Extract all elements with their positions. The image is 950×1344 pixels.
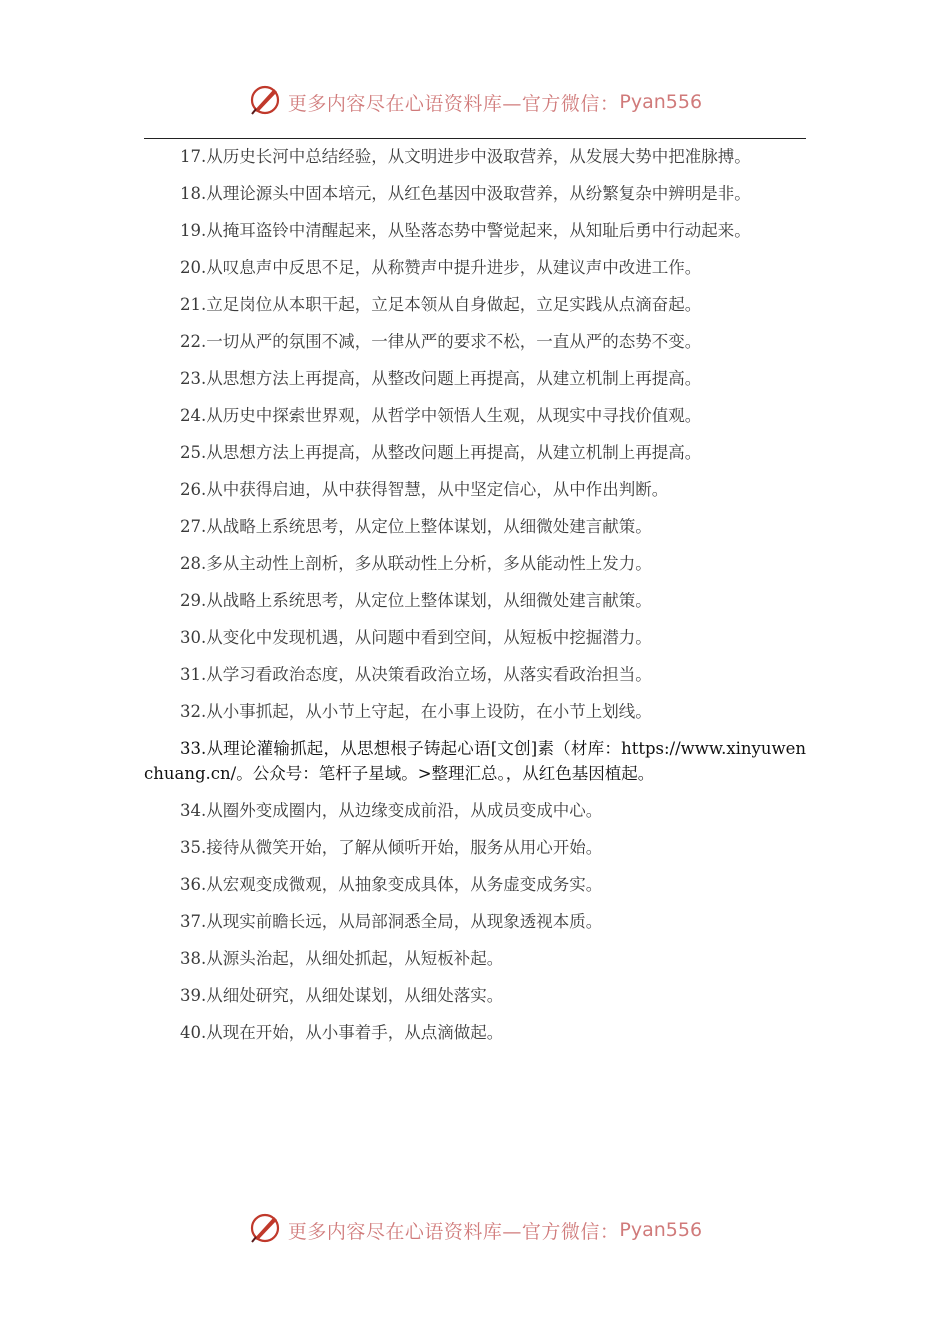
banner-handle: Pyan556 bbox=[619, 91, 703, 113]
list-item: 40.从现在开始，从小事着手，从点滴做起。 bbox=[180, 1023, 504, 1042]
header-rule bbox=[144, 138, 806, 139]
list-item: 27.从战略上系统思考，从定位上整体谋划，从细微处建言献策。 bbox=[180, 517, 652, 536]
list-item: 28.多从主动性上剖析，多从联动性上分析，多从能动性上发力。 bbox=[180, 554, 652, 573]
list-item: 29.从战略上系统思考，从定位上整体谋划，从细微处建言献策。 bbox=[180, 591, 652, 610]
document-body bbox=[144, 144, 806, 1057]
list-item: 21.立足岗位从本职干起，立足本领从自身做起，立足实践从点滴奋起。 bbox=[180, 295, 702, 314]
list-item: 25.从思想方法上再提高，从整改问题上再提高，从建立机制上再提高。 bbox=[180, 443, 702, 462]
list-item: 39.从细处研究，从细处谋划，从细处落实。 bbox=[180, 986, 504, 1005]
banner-text: 更多内容尽在心语资料库—官方微信： bbox=[287, 92, 620, 115]
footer-banner bbox=[0, 1210, 950, 1250]
list-item: 37.从现实前瞻长远，从局部洞悉全局，从现象透视本质。 bbox=[180, 912, 603, 931]
list-item: 19.从掩耳盗铃中清醒起来，从坠落态势中警觉起来，从知耻后勇中行动起来。 bbox=[180, 221, 751, 240]
header-banner bbox=[0, 82, 950, 122]
banner-text: 更多内容尽在心语资料库—官方微信： bbox=[287, 1220, 620, 1243]
list-item: 18.从理论源头中固本培元，从红色基因中汲取营养，从纷繁复杂中辨明是非。 bbox=[180, 184, 751, 203]
list-item: 30.从变化中发现机遇，从问题中看到空间，从短板中挖掘潜力。 bbox=[180, 628, 652, 647]
list-item: 35.接待从微笑开始，了解从倾听开始，服务从用心开始。 bbox=[180, 838, 603, 857]
list-item: 26.从中获得启迪，从中获得智慧，从中坚定信心，从中作出判断。 bbox=[180, 480, 669, 499]
list-item: 31.从学习看政治态度，从决策看政治立场，从落实看政治担当。 bbox=[180, 665, 652, 684]
list-item: 23.从思想方法上再提高，从整改问题上再提高，从建立机制上再提高。 bbox=[180, 369, 702, 388]
quill-logo-icon bbox=[248, 83, 282, 117]
list-item: 24.从历史中探索世界观，从哲学中领悟人生观，从现实中寻找价值观。 bbox=[180, 406, 702, 425]
list-item: 36.从宏观变成微观，从抽象变成具体，从务虚变成务实。 bbox=[180, 875, 603, 894]
list-item: 17.从历史长河中总结经验，从文明进步中汲取营养，从发展大势中把准脉搏。 bbox=[180, 147, 751, 166]
list-item: 22.一切从严的氛围不减，一律从严的要求不松，一直从严的态势不变。 bbox=[180, 332, 702, 351]
list-item: 38.从源头治起，从细处抓起，从短板补起。 bbox=[180, 949, 504, 968]
list-item: 34.从圈外变成圈内，从边缘变成前沿，从成员变成中心。 bbox=[180, 801, 603, 820]
banner-handle: Pyan556 bbox=[619, 1219, 703, 1241]
list-item: 32.从小事抓起，从小节上守起，在小事上设防，在小节上划线。 bbox=[180, 702, 652, 721]
list-item: 20.从叹息声中反思不足，从称赞声中提升进步，从建议声中改进工作。 bbox=[180, 258, 702, 277]
quill-logo-icon bbox=[248, 1211, 282, 1245]
list-item: 33.从理论灌输抓起，从思想根子铸起心语[文创]素（材库：https://www.xinyuwenchuang.cn/。公众号：笔杆子星域。>整理汇总。，从红色基因植起。 bbox=[144, 739, 806, 783]
